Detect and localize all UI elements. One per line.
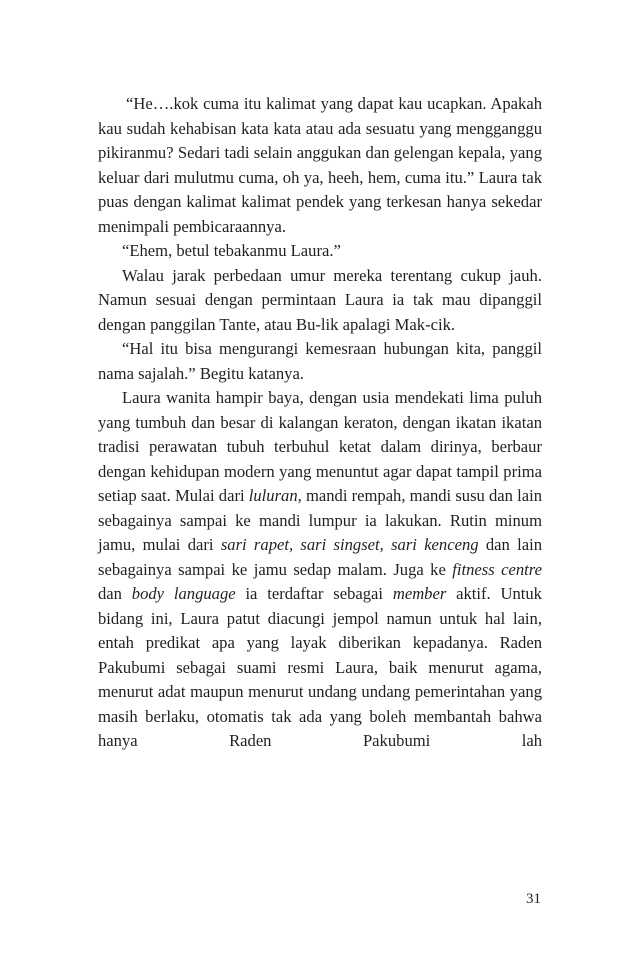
paragraph [98,239,542,264]
text-segment: Laura wanita hampir baya, dengan usia mendekati lima puluh yang tumbuh dan besar di kalangan keraton, dengan ikatan ikatan tradisi perawatan tubuh terbuhul ketat dalam dirinya, berbaur dengan kehidupan modern yang menuntut agar dapat tampil prima setiap saat. Mulai dari [98,388,542,505]
text-segment: aktif. Untuk bidang ini, Laura patut diacungi jempol namun untuk hal lain, entah predikat apa yang layak diberikan kepadanya. Raden Pakubumi sebagai suami resmi Laura, baik menurut agama, menurut adat maupun menurut undang undang pemerintahan yang masih berlaku, otomatis tak ada yang boleh membantah bahwa hanya Raden Pakubumi lah [98,584,542,750]
italic-term: luluran [248,486,298,505]
paragraph [98,92,542,239]
text-segment: “He….kok cuma itu kalimat yang dapat kau ucapkan. Apakah kau sudah kehabisan kata kata atau ada sesuatu yang mengganggu pikiranmu? Sedari tadi selain anggukan dan gelengan kepala, yang keluar dari mulutmu cuma, oh ya, heeh, hem, cuma itu.” Laura tak puas dengan kalimat kalimat pendek yang terkesan hanya sekedar menimpali pembicaraannya. [98,94,542,236]
page-number: 31 [526,891,541,907]
paragraph [98,264,542,338]
text-segment: dan [98,584,132,603]
text-segment: ia terdaftar sebagai [235,584,393,603]
body-text [98,92,542,754]
text-segment: , mandi rempah, mandi susu dan lain sebagainya sampai ke mandi lumpur ia lakukan. Rutin minum jamu, mulai dari [98,486,543,554]
italic-term: sari rapet, sari singset, sari kenceng [220,535,479,554]
text-segment: dan lain sebagainya sampai ke jamu sedap malam. Juga ke [98,535,542,579]
text-segment: Walau jarak perbedaan umur mereka terentang cukup jauh. Namun sesuai dengan permintaan Laura ia tak mau dipanggil dengan panggilan Tante, atau Bu-lik apalagi Mak-cik. [98,265,542,334]
italic-term: member [392,584,447,603]
paragraph [98,386,542,754]
italic-term: fitness centre [452,559,542,579]
text-segment: “Hal itu bisa mengurangi kemesraan hubungan kita, panggil nama sajalah.” Begitu katanya. [98,339,542,383]
paragraph [98,337,542,386]
text-segment: “Ehem, betul tebakanmu Laura.” [122,241,341,260]
italic-term: body language [131,584,236,603]
